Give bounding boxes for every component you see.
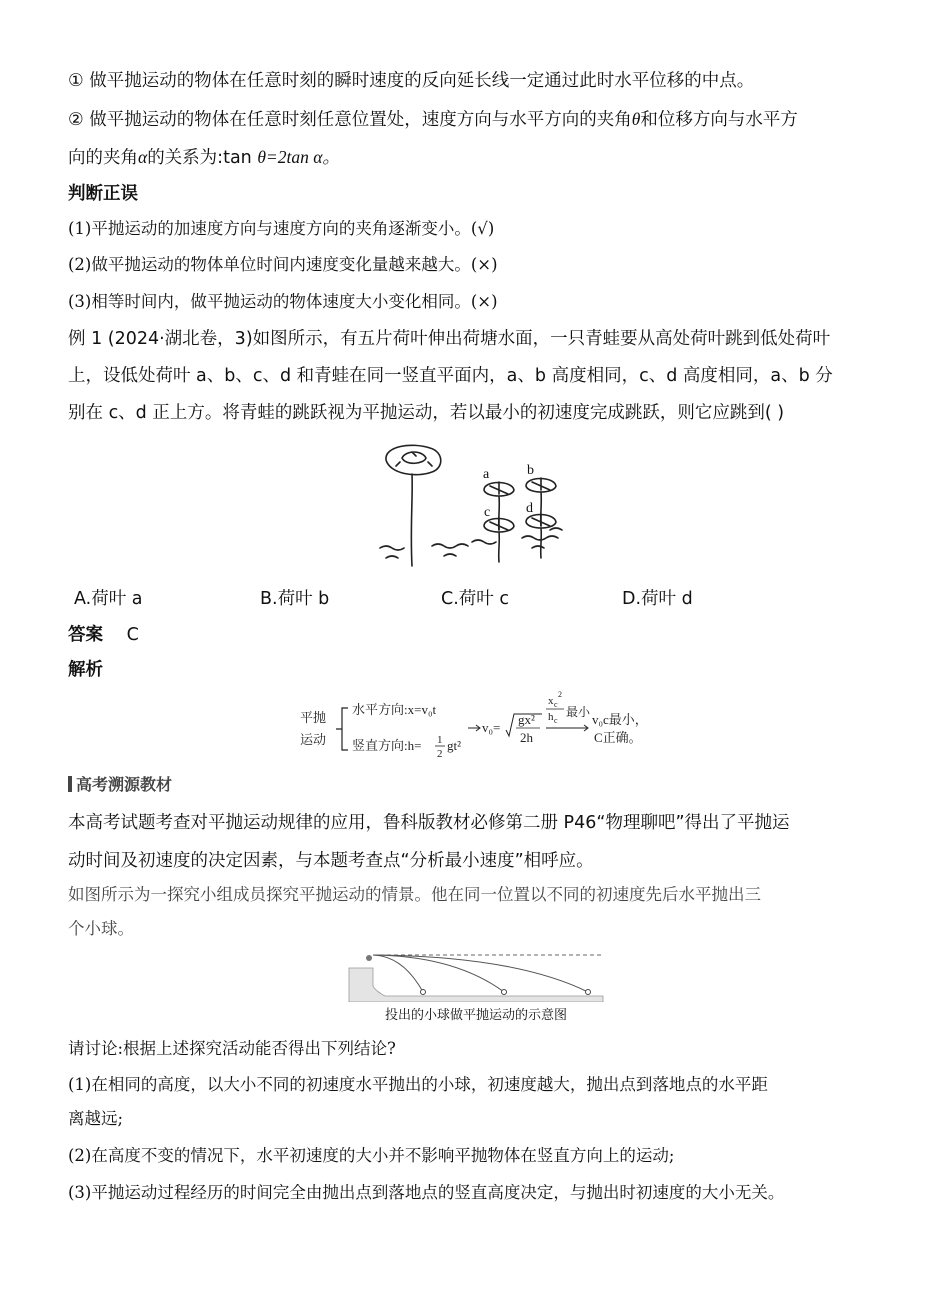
lotus-leaf-a	[484, 482, 514, 496]
conclusion-2-text-d: 的关系为:tan	[147, 148, 258, 168]
half-num: 1	[437, 734, 443, 746]
leaf-label-c: c	[484, 505, 491, 520]
arrow-top-x: x	[548, 695, 554, 707]
wave-icon	[386, 556, 398, 558]
ball-3	[586, 990, 591, 995]
sqrt-den: 2h	[520, 730, 533, 745]
textbook-text-2: 个小球。	[68, 919, 134, 938]
lotus-leaf-b	[526, 478, 556, 492]
cliff	[349, 968, 603, 1002]
brace-icon	[336, 708, 348, 750]
conclusion-2-line2	[68, 138, 884, 177]
horizontal-eq: 水平方向:x=v₀t	[352, 702, 437, 717]
trajectory-1	[373, 955, 423, 992]
discuss-1b: 离越远;	[68, 1109, 124, 1128]
diagram-left-top: 平抛	[300, 710, 327, 725]
discuss-prompt: 请讨论:根据上述探究活动能否得出下列结论?	[68, 1039, 396, 1058]
option-a: A.荷叶 a	[74, 589, 143, 609]
stem-d	[541, 528, 542, 558]
leaf-label-b: b	[527, 463, 534, 478]
result-line-2: C正确。	[594, 730, 642, 745]
judge-item-2: (2)做平抛运动的物体单位时间内速度变化量越来越大。(×)	[68, 255, 498, 274]
textbook-text-1: 如图所示为一探究小组成员探究平抛运动的情景。他在同一位置以不同的初速度先后水平抛出三	[68, 885, 761, 904]
thrower-icon	[366, 955, 372, 961]
high-lotus-stem	[411, 474, 412, 566]
wave-icon	[522, 536, 558, 540]
heading-bar-icon	[68, 776, 72, 792]
sqrt-num: gx²	[518, 712, 535, 727]
option-b: B.荷叶 b	[260, 589, 330, 609]
analysis-diagram	[296, 690, 666, 760]
conclusion-1: ① 做平抛运动的物体在任意时刻的瞬时速度的反向延长线一定通过此时水平位移的中点。	[68, 71, 755, 91]
projectile-figure	[345, 946, 607, 1002]
judge-heading: 判断正误	[68, 184, 138, 204]
ball-2	[502, 990, 507, 995]
figure-caption: 投出的小球做平抛运动的示意图	[384, 1008, 567, 1023]
wave-icon	[380, 546, 404, 550]
theta-symbol: θ	[631, 109, 641, 129]
arrow-min: 最小	[566, 705, 591, 719]
diagram-left-bottom: 运动	[300, 732, 327, 747]
source-line-2: 动时间及初速度的决定因素，与本题考查点“分析最小速度”相呼应。	[68, 851, 594, 871]
vertical-eq: 竖直方向:h=	[352, 738, 422, 753]
relation-formula: θ=2tan α。	[257, 147, 340, 167]
long-arrow-icon	[546, 725, 588, 731]
judge-item-3: (3)相等时间内，做平抛运动的物体速度大小变化相同。(×)	[68, 292, 498, 311]
answer-line	[68, 616, 884, 654]
source-line-1: 本高考试题考查对平抛运动规律的应用，鲁科版教材必修第二册 P46“物理聊吧”得出了平抛运	[68, 813, 790, 833]
example-line-3: 别在 c、d 正上方。将青蛙的跳跃视为平抛运动，若以最小的初速度完成跳跃，则它应跳到( )	[68, 403, 785, 423]
result-line-1: v₀c最小，	[592, 712, 648, 727]
vertical-tail: gt²	[447, 738, 462, 753]
example-line-1: 例 1 (2024·湖北卷，3)如图所示，有五片荷叶伸出荷塘水面，一只青蛙要从高处荷叶跳到低处荷叶	[68, 329, 831, 349]
discuss-2: (2)在高度不变的情况下，水平初速度的大小并不影响平抛物体在竖直方向上的运动;	[68, 1146, 675, 1165]
arrow-top-sup: 2	[558, 690, 562, 699]
arrow-icon	[468, 725, 480, 731]
lotus-leaf-d	[526, 514, 556, 528]
leaf-label-a: a	[483, 467, 490, 482]
frog-icon	[396, 452, 432, 466]
conclusion-2-text-b: 和位移方向与水平方	[640, 110, 798, 130]
wave-icon	[472, 540, 496, 544]
example-line-2: 上，设低处荷叶 a、b、c、d 和青蛙在同一竖直平面内，a、b 高度相同，c、d 高度相同，a、b 分	[68, 366, 833, 386]
lotus-leaf-c	[484, 518, 514, 532]
judge-item-1: (1)平抛运动的加速度方向与速度方向的夹角逐渐变小。(√)	[68, 219, 495, 238]
discuss-3: (3)平抛运动过程经历的时间完全由抛出点到落地点的竖直高度决定，与抛出时初速度的大小无关。	[68, 1183, 785, 1202]
arrow-h-sub: c	[554, 716, 558, 725]
trajectory-3	[373, 955, 588, 992]
wave-icon	[432, 544, 468, 548]
v0-eq: v₀=	[482, 720, 501, 735]
arrow-top-sub: c	[554, 700, 558, 709]
stem-c	[499, 532, 500, 562]
option-d: D.荷叶 d	[622, 589, 693, 609]
source-heading	[68, 766, 884, 804]
arrow-h: h	[548, 711, 554, 723]
conclusion-2-line1	[68, 100, 884, 139]
lotus-frog-figure	[372, 438, 582, 573]
high-lotus-leaf	[386, 445, 441, 474]
half-den: 2	[437, 748, 443, 760]
discuss-1a: (1)在相同的高度，以大小不同的初速度水平抛出的小球，初速度越大，抛出点到落地点的水平距	[68, 1075, 768, 1094]
answer-label: 答案	[68, 625, 103, 645]
option-c: C.荷叶 c	[441, 589, 509, 609]
ball-1	[421, 990, 426, 995]
conclusion-2-text-a: ② 做平抛运动的物体在任意时刻任意位置处，速度方向与水平方向的夹角	[68, 110, 632, 130]
analysis-label: 解析	[68, 660, 103, 680]
answer-value: C	[126, 625, 139, 645]
wave-icon	[532, 546, 544, 548]
alpha-symbol: α	[138, 147, 148, 167]
source-heading-text: 高考溯源教材	[76, 775, 173, 794]
trajectory-2	[373, 955, 504, 992]
conclusion-2-text-c: 向的夹角	[68, 148, 138, 168]
wave-icon	[444, 554, 456, 556]
leaf-label-d: d	[526, 501, 533, 516]
wave-icon	[550, 528, 562, 530]
